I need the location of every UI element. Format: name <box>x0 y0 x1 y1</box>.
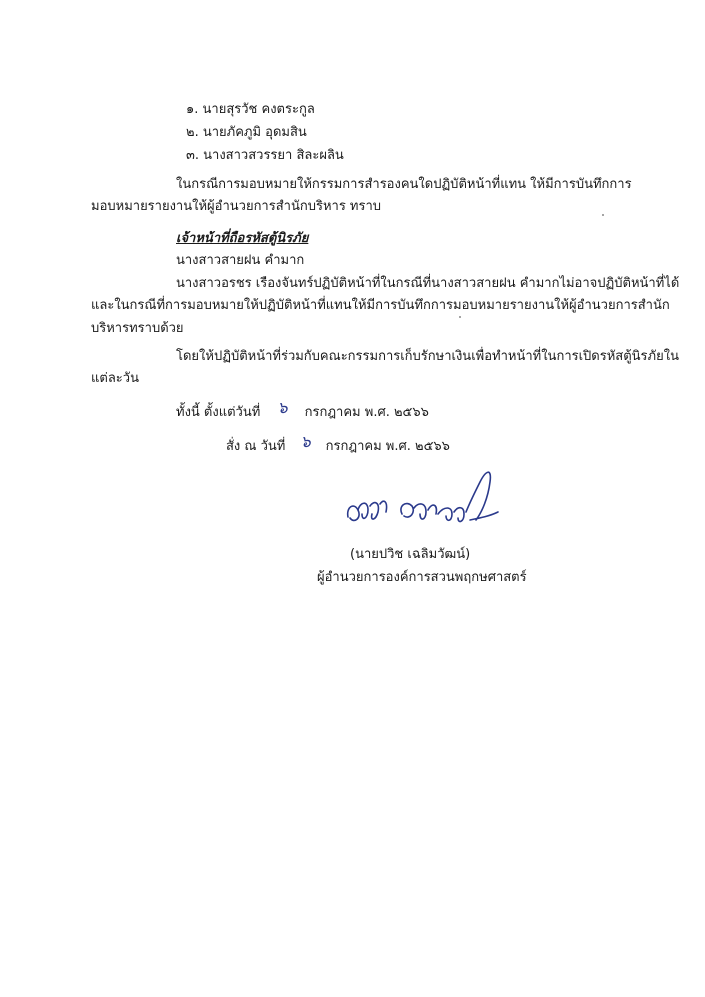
signature-image <box>340 462 510 542</box>
effective-date-suffix: กรกฎาคม พ.ศ. ๒๕๖๖ <box>304 405 429 420</box>
member-2: ๒. นายภัคภูมิ อุดมสิน <box>186 125 307 140</box>
delegation-note-line-1: ในกรณีการมอบหมายให้กรรมการสำรองคนใดปฏิบัติหน้าที่แทน ให้มีการบันทึกการ <box>176 177 632 192</box>
safe-code-alt-line-2: และในกรณีที่การมอบหมายให้ปฏิบัติหน้าที่แทนให้มีการบันทึกการมอบหมายรายงานให้ผู้อำนวยการสำนัก <box>91 298 670 313</box>
joint-duty-line-2: แต่ละวัน <box>91 371 139 386</box>
signatory-name: (นายปวิช เฉลิมวัฒน์) <box>350 547 471 562</box>
ordered-date-day: ๖ <box>300 432 311 451</box>
safe-code-alt-line-3: บริหารทราบด้วย <box>91 321 184 336</box>
signatory-position: ผู้อำนวยการองค์การสวนพฤกษศาสตร์ <box>317 570 527 585</box>
member-3: ๓. นางสาวสวรรยา สิละผลิน <box>186 148 344 163</box>
delegation-note-line-2: มอบหมายรายงานให้ผู้อำนวยการสำนักบริหาร ทราบ <box>91 199 382 214</box>
ordered-date-prefix: สั่ง ณ วันที่ <box>226 439 286 454</box>
safe-code-alt-line-1: นางสาวอรชร เรืองจันทร์ปฏิบัติหน้าที่ในกรณีที่นางสาวสายฝน คำมากไม่อาจปฏิบัติหน้าที่ได้ <box>176 276 680 291</box>
safe-code-heading: เจ้าหน้าที่ถือรหัสตู้นิรภัย <box>176 231 309 246</box>
member-1: ๑. นายสุรวัช คงตระกูล <box>186 102 315 117</box>
safe-code-holder: นางสาวสายฝน คำมาก <box>176 253 305 268</box>
scan-speck <box>459 316 461 318</box>
ordered-date <box>226 432 450 456</box>
ordered-date-suffix: กรกฎาคม พ.ศ. ๒๕๖๖ <box>325 439 450 454</box>
effective-date-day: ๖ <box>277 398 288 417</box>
effective-date-prefix: ทั้งนี้ ตั้งแต่วันที่ <box>176 405 261 420</box>
scan-speck <box>602 214 604 216</box>
joint-duty-line-1: โดยให้ปฏิบัติหน้าที่ร่วมกับคณะกรรมการเก็บรักษาเงินเพื่อทำหน้าที่ในการเปิดรหัสตู้นิรภัยใน <box>176 349 679 364</box>
effective-date <box>176 398 429 422</box>
